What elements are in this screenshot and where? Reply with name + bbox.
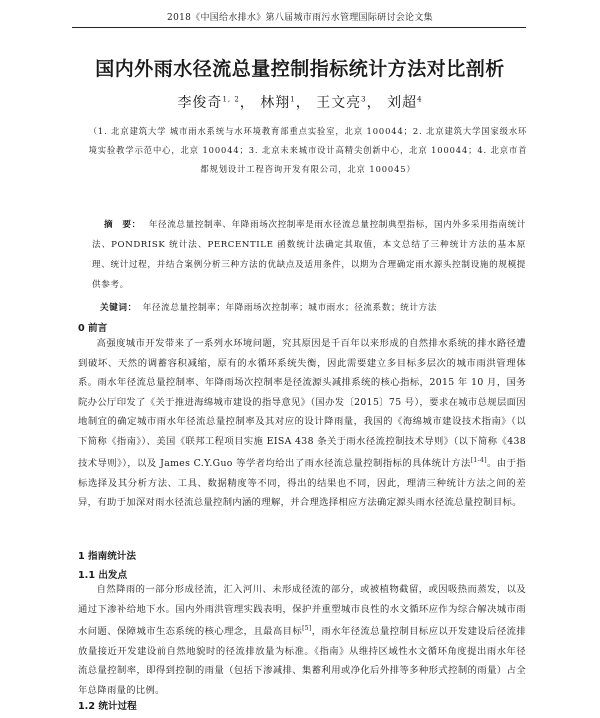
- section-heading-1-1: 1.1 出发点: [78, 570, 128, 581]
- header-rule: [72, 27, 526, 28]
- author-separator: ，: [239, 95, 255, 111]
- author-name: 刘超: [387, 95, 418, 111]
- author-affil-mark: 1: [290, 95, 296, 104]
- author-separator: ，: [366, 95, 382, 111]
- author-name: 李俊奇: [177, 95, 223, 111]
- paper-title: 国内外雨水径流总量控制指标统计方法对比剖析: [95, 58, 505, 80]
- intro-paragraph: [78, 334, 526, 513]
- author-affil-mark: 4: [417, 95, 423, 104]
- section-heading-intro: 0 前言: [78, 323, 108, 334]
- intro-body: [78, 334, 526, 513]
- keywords-text: 年径流总量控制率；年降雨场次控制率；城市雨水；径流系数；统计方法: [142, 303, 437, 313]
- section-1-1-text: 自然降雨的一部分形成径流，汇入河川、未形成径流的部分，或被植物截留，或因吸热而蒸发，以及通过下渗补给地下水。国内外雨洪管理实践表明，保护并重塑城市良性的水文循环应作为综合解决城市雨水问题、保障城市生态系统的核心理念，且最高目标: [78, 584, 526, 638]
- intro-text-tail: 。由于指标选择及其分析方法、工具、数据精度等不同，得出的结果也不同，因此，理清三种统计方法之间的差异，有助于加深对雨水径流总量控制内涵的理解，并合理选择相应方法确定源头雨水径流总量控制目标。: [78, 458, 526, 509]
- author-name: 王文亮: [316, 95, 362, 111]
- section-heading-1: 1 指南统计法: [78, 551, 136, 562]
- author-list: [0, 92, 600, 112]
- abstract-text: 年径流总量控制率、年降雨场次控制率是雨水径流总量控制典型指标，国内外多采用指南统计法、PONDRISK 统计法、PERCENTILE 函数统计法确定其取值，本文总结了三种统计方法的基本原理、统计过程，并结合案例分析三种方法的优缺点及适用条件，以期为合理确定雨水源头控制设施的规模提供参考。: [92, 220, 526, 290]
- author-affil-mark: 1, 2: [222, 95, 240, 104]
- author-affil-mark: 3: [361, 95, 367, 104]
- keywords: [100, 299, 526, 317]
- citation-ref: [1-4]: [470, 457, 487, 464]
- affiliations: （1. 北京建筑大学 城市雨水系统与水环境教育部重点实验室，北京 100044；2. 北京建筑大学国家级水环境实验教学示范中心，北京 100044；3. 北京未来城市设计高精尖创新中心，北京 100044；4. 北京市首都规划设计工程咨询开发有限公司，北京 100045）: [88, 126, 528, 174]
- section-1-1-paragraph: [78, 580, 526, 700]
- section-1-1-body: [78, 580, 526, 700]
- section-1-1-text-tail: ，雨水年径流总量控制目标应以开发建设后径流排放量接近开发建设前自然地貌时的径流排放量为标准。《指南》从维持区域性水文循环角度提出雨水年径流总量控制率，即得到控制的雨量（包括下渗减排、集蓄利用或净化后外排等多种形式控制的雨量）占全年总降雨量的比例。: [78, 626, 526, 696]
- keywords-label: 关键词：: [100, 303, 137, 313]
- author-separator: ，: [295, 95, 311, 111]
- citation-ref: [5]: [302, 625, 312, 632]
- abstract: [92, 215, 526, 295]
- section-heading-1-2: 1.2 统计过程: [78, 701, 137, 712]
- author-name: 林翔: [260, 95, 291, 111]
- intro-text: 高强度城市开发带来了一系列水环境问题，究其原因是千百年以来形成的自然排水系统的排水路径遭到破坏、天然的调蓄容积减缩，原有的水循环系统失衡，因此需要建立多目标多层次的城市雨洪管理体系。雨水年径流总量控制率、年降雨场次控制率是径流源头减排系统的核心指标，2015 年 10 月，国务院办公厅印发了《关于推进海绵城市建设的指导意见》（国办发〔2015〕75 号），要求在城市总规层面因地制宜的确定城市雨水年径流总量控制率及其对应的设计降雨量，我国的《海绵城市建设技术指南》（以下简称《指南》）、美国《联邦工程项目实施 EISA 438 条关于雨水径流控制技术导则》（以下简称《438 技术导则》），以及 James C.Y.Guo 等学者均给出了雨水径流总量控制指标的具体统计方法: [78, 338, 526, 470]
- running-header: 2018《中国给水排水》第八届城市雨污水管理国际研讨会论文集: [167, 13, 433, 23]
- abstract-label: 摘 要：: [104, 220, 141, 230]
